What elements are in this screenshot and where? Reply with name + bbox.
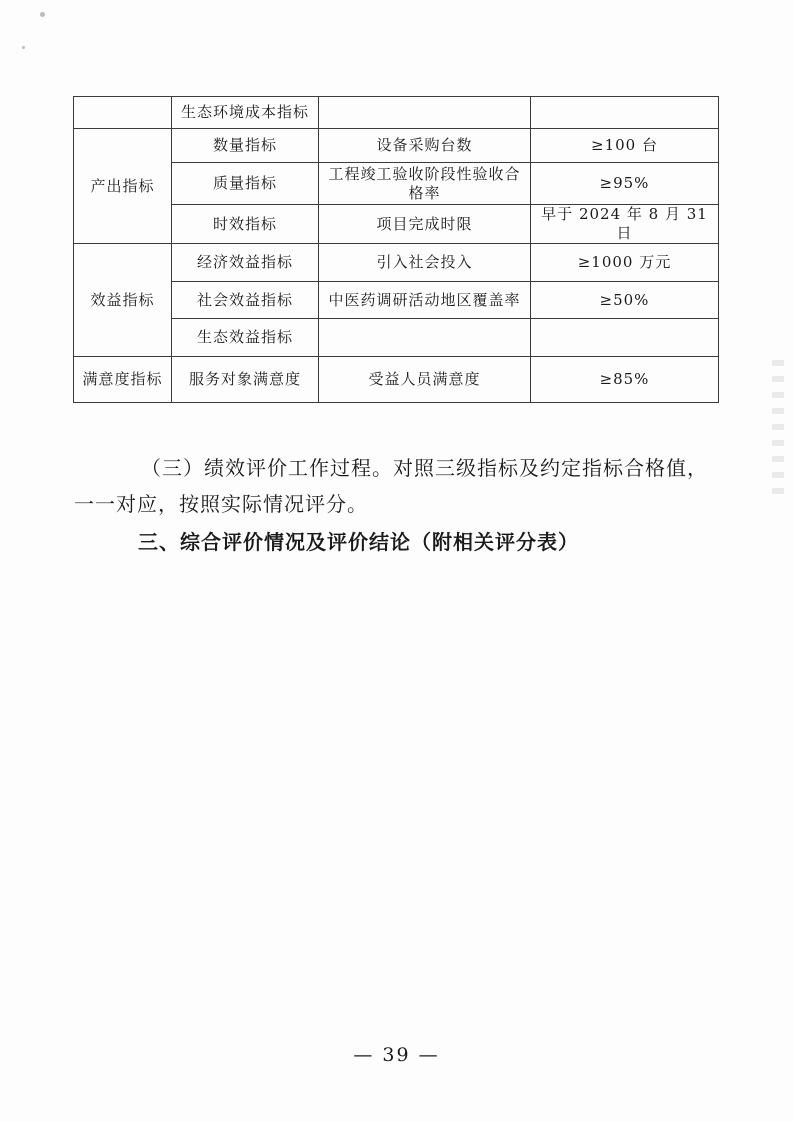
table-cell: 中医药调研活动地区覆盖率	[319, 282, 531, 319]
table-cell: 引入社会投入	[319, 244, 531, 282]
paragraph-line: （三）绩效评价工作过程。对照三级指标及约定指标合格值，	[141, 456, 708, 480]
table-cell: ≥85%	[531, 357, 719, 403]
table-cell: 数量指标	[172, 129, 319, 163]
category-cell: 满意度指标	[74, 357, 172, 403]
table-cell: ≥100 台	[531, 129, 719, 163]
scan-edge-mark	[772, 360, 784, 500]
paragraph-line: 一一对应，按照实际情况评分。	[74, 492, 368, 516]
table-cell: 生态环境成本指标	[172, 97, 319, 129]
table-cell: 项目完成时限	[319, 205, 531, 244]
category-cell: 产出指标	[74, 129, 172, 244]
table-row	[74, 97, 719, 129]
indicator-table	[73, 96, 719, 403]
page-number: — 39 —	[353, 1044, 440, 1066]
scan-speck	[40, 12, 45, 17]
scan-speck	[22, 46, 25, 49]
table-row	[74, 244, 719, 282]
table-cell: 设备采购台数	[319, 129, 531, 163]
table-cell: 早于 2024 年 8 月 31 日	[531, 205, 719, 244]
table-cell: ≥1000 万元	[531, 244, 719, 282]
table-cell	[74, 97, 172, 129]
table-cell: 受益人员满意度	[319, 357, 531, 403]
table-cell: 经济效益指标	[172, 244, 319, 282]
table-cell	[319, 97, 531, 129]
table-cell: ≥50%	[531, 282, 719, 319]
table-cell	[319, 319, 531, 357]
table-cell: 社会效益指标	[172, 282, 319, 319]
table-cell: 质量指标	[172, 163, 319, 205]
table-cell: ≥95%	[531, 163, 719, 205]
table-row	[74, 129, 719, 163]
table-cell: 服务对象满意度	[172, 357, 319, 403]
table-row	[74, 357, 719, 403]
table-cell: 工程竣工验收阶段性验收合格率	[319, 163, 531, 205]
table-cell	[531, 319, 719, 357]
table-cell	[531, 97, 719, 129]
table-cell: 生态效益指标	[172, 319, 319, 357]
category-cell: 效益指标	[74, 244, 172, 357]
section-heading: 三、综合评价情况及评价结论（附相关评分表）	[138, 530, 579, 554]
table-cell: 时效指标	[172, 205, 319, 244]
